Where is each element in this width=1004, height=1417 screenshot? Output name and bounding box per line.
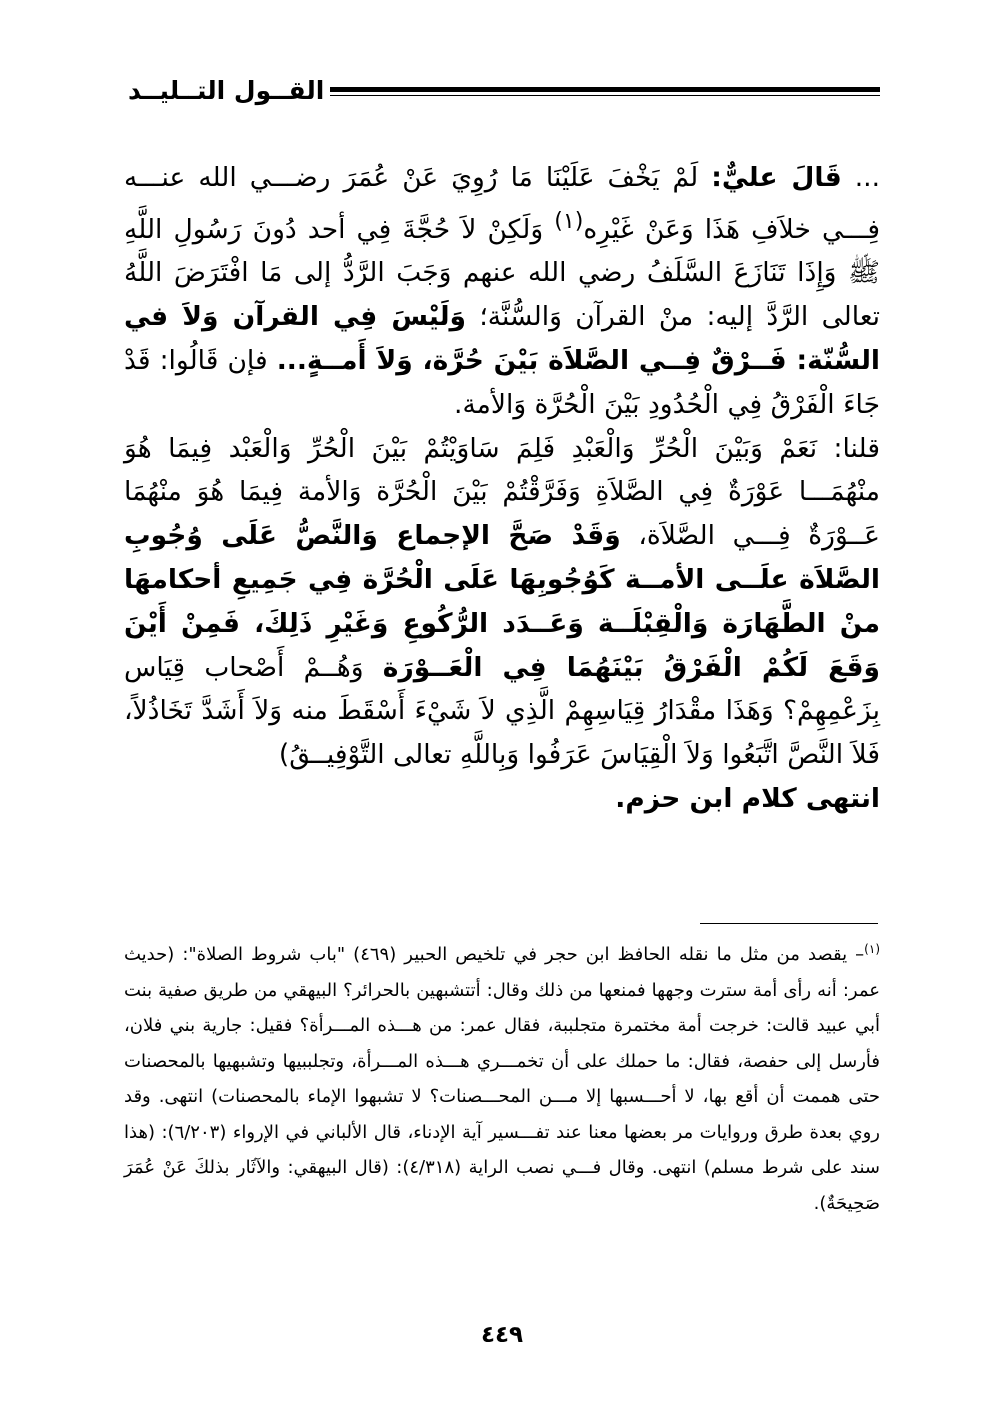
paragraph-1-text-c: فإن قَالُوا: قَدْ جَاءَ الْفَرْقُ فِي الْحُدُودِ بَيْنَ الْحُرَّة وَالأمة.: [124, 345, 880, 420]
paragraph-2-bold: وَقَدْ صَحَّ الإجماع وَالنَّصُّ عَلَى وُجُوبِ الصَّلاَة علَــى الأمــة كَوُجُوبِهَا عَلَى الْحُرَّة فِي جَمِيعِ أحكامهَا منْ الطَّهَارَة وَالْقِبْلَــة وَعَــدَد الرُّكُوعِ وَغَيْرِ ذَلِكَ، فَمِنْ أَيْنَ وَقَعَ لَكُمْ الْفَرْقُ بَيْنَهُمَا فِي الْعَــوْرَة: [124, 520, 880, 683]
paragraph-3: [124, 777, 880, 821]
footnote-divider: [700, 923, 878, 924]
paragraph-1: [124, 156, 880, 427]
paragraph-2-text-b: وَهُــمْ أَصْحاب قِيَاس بِزَعْمِهِمْ؟ وَهَذَا مقْدَارُ قِيَاسِهِمْ الَّذِي لاَ شَيْءَ أَسْقَطَ منه وَلاَ أَشَدَّ تَخَاذُلاً، فَلاَ النَّصَّ اتَّبَعُوا وَلاَ الْقِيَاسَ عَرَفُوا وَبِاللَّهِ تعالى التَّوْفِيــقُ): [124, 651, 880, 771]
paragraph-2-text-a: قلنا: نَعَمْ وَبَيْنَ الْحُرِّ وَالْعَبْدِ فَلِمَ سَاوَيْتُمْ بَيْنَ الْحُرِّ وَالْعَبْد فِيمَا هُوَ منْهُمَـــا عَوْرَةٌ فِي الصَّلاَةِ وَفَرَّقْتُمْ بَيْنَ الْحُرَّة وَالأمة فِيمَا هُوَ منْهُمَا عَــوْرَةٌ فِـــي الصَّلاَة،: [124, 432, 880, 552]
speaker-label: قَالَ عليٌّ:: [711, 162, 842, 193]
footnote-marker: (١): [864, 942, 880, 956]
header-rule-thin: [330, 95, 880, 96]
page-number: ٤٤٩: [480, 1322, 524, 1348]
paragraph-1-bold: وَلَيْسَ فِي القرآن وَلاَ في السُّنّة: فَــرْقٌ فِــي الصَّلاَة بَيْنَ حُرَّة، وَلاَ أَمــةٍ...: [124, 301, 880, 377]
header-rule-thick: [330, 87, 880, 92]
paragraph-1-text-a: لَمْ يَخْفَ عَلَيْنَا مَا رُوِيَ عَنْ عُمَرَ رضـــي الله عنـــه فِـــي خلاَفِ هَذَا وَعَنْ غَيْرِه: [124, 162, 880, 245]
ellipsis: ...: [854, 162, 880, 193]
footnote-reference[interactable]: (١): [554, 208, 584, 234]
main-text: [124, 156, 880, 821]
footnote-text: – يقصد من مثل ما نقله الحافظ ابن حجر في تلخيص الحبير (٤٦٩) "باب شروط الصلاة": (حديث عمر: أنه رأى أمة سترت وجهها فمنعها من ذلك وقال: أتتشبهين بالحرائر؟ البيهقي من طريق صفية بنت أبي عبيد قالت: خرجت أمة مختمرة متجلببة، فقال عمر: من هـــذه المـــرأة؟ فقيل: جارية بني فلان، فأرسل إلى حفصة، فقال: ما حملك على أن تخمـــري هـــذه المـــرأة، وتجلببيها وتشبهيها بالمحصنات حتى هممت أن أقع بها، لا أحـــسبها إلا مـــن المحـــصنات؟ لا تشبهوا الإماء بالمحصنات) انتهى. وقد روي بعدة طرق وروايات مر بعضها معنا عند تفـــسير آية الإدناء، قال الألباني في الإرواء (٦/٢٠٣): (هذا سند على شرط مسلم) انتهى. وقال فـــي نصب الراية (٤/٣١٨): (قال البيهقي: والآثَار بذلكَ عَنْ عُمَرَ صَحِيحَةٌ).: [124, 944, 881, 1214]
running-header-title: القــول التــليــد: [128, 76, 325, 105]
footnote: [124, 937, 880, 1221]
paragraph-2: [124, 427, 880, 777]
header-rule: [330, 87, 880, 97]
closing-statement: انتهى كلام ابن حزم.: [615, 782, 880, 814]
paragraph-1-text-b: وَلَكِنْ لاَ حُجَّةَ فِي أحد دُونَ رَسُولِ اللَّهِ ﷺ وَإِذَا تَنَازَعَ السَّلَفُ رضي الله عنهم وَجَبَ الرَّدُّ إلى مَا افْتَرَضَ اللَّهُ تعالى الرَّدَّ إليه: منْ القرآن وَالسُّنَّة؛: [124, 213, 880, 333]
